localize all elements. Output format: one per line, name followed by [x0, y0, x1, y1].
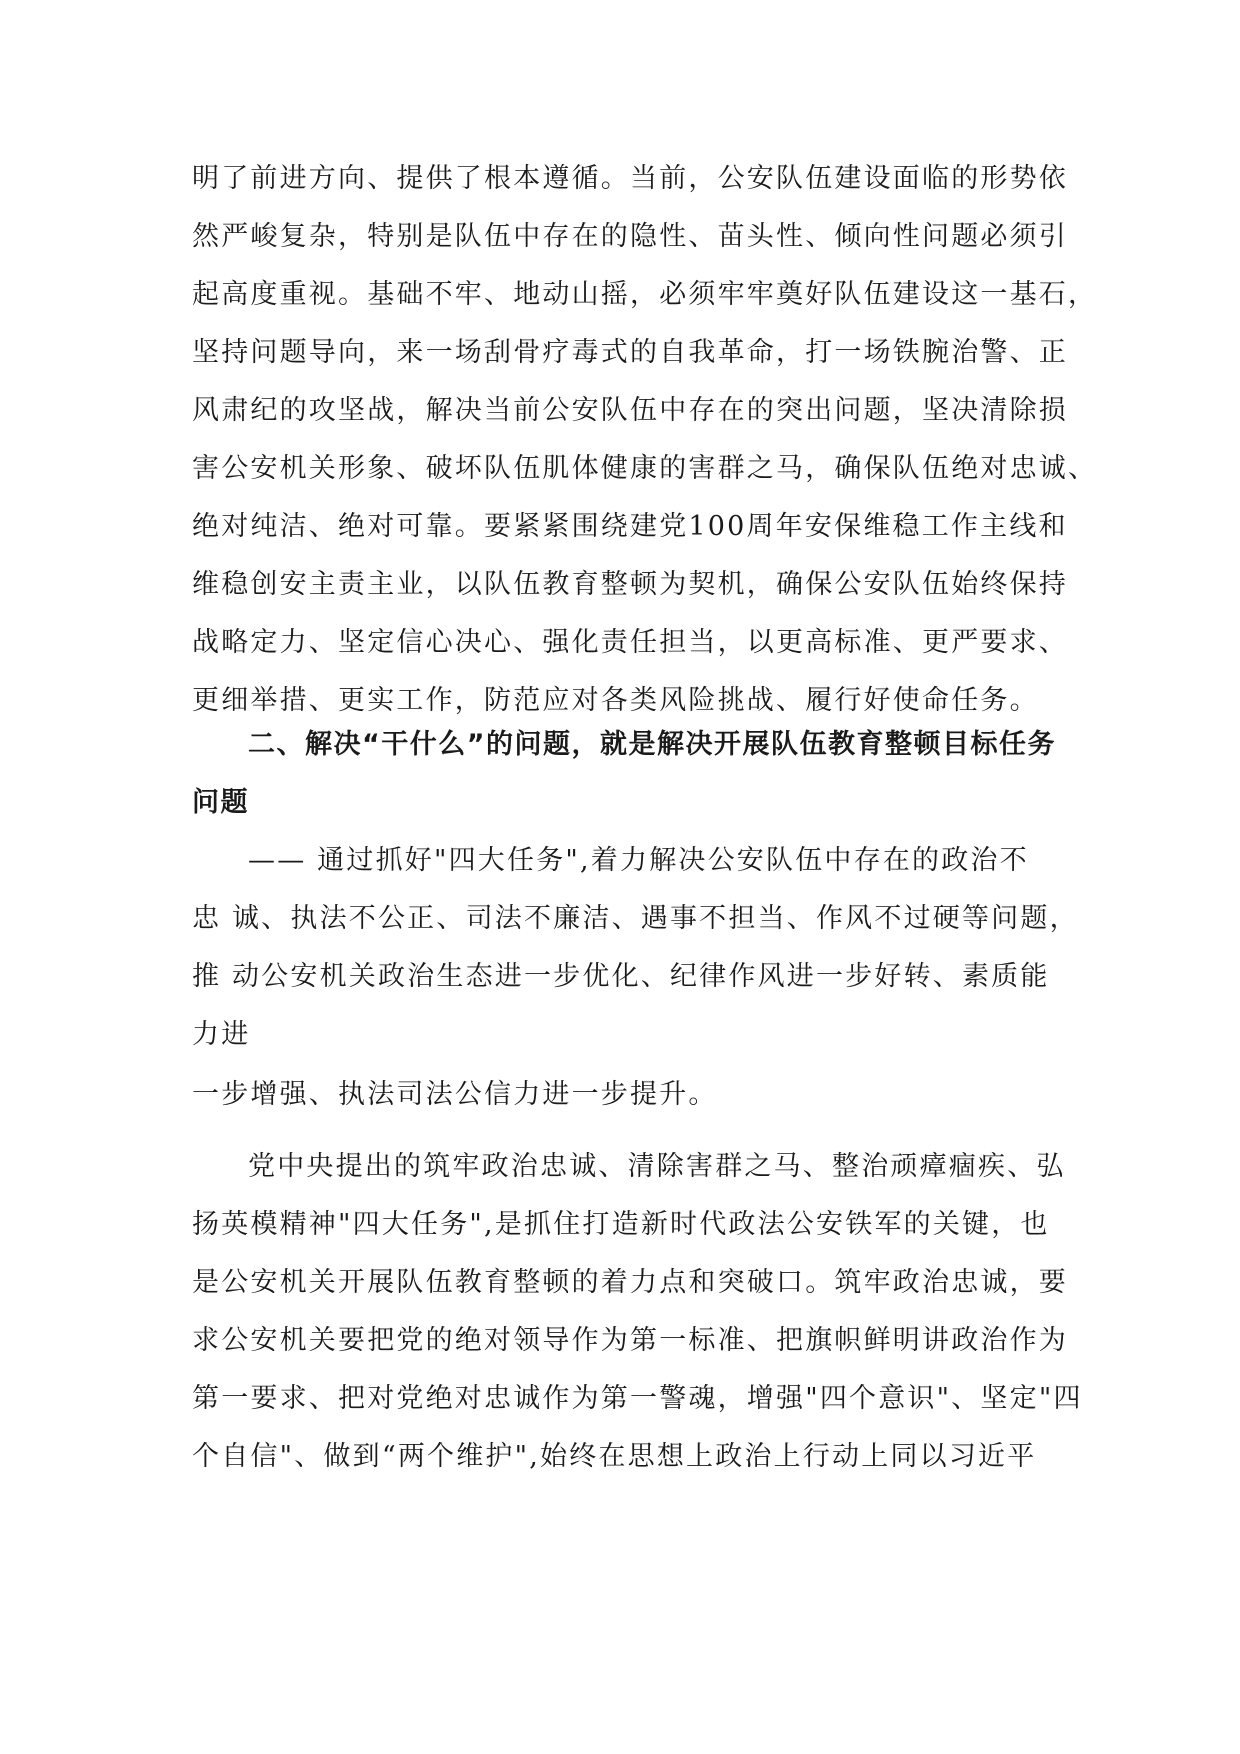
paragraph-four-tasks-goal	[192, 832, 1079, 1064]
text-line: 坚持问题导向，来一场刮骨疗毒式的自我革命，打一场铁腕治警、正	[192, 337, 1068, 368]
text-line: 求公安机关要把党的绝对领导作为第一标准、把旗帜鲜明讲政治作为	[192, 1325, 1068, 1356]
text-line: 第一要求、把对党绝对忠诚作为第一警魂，增强"四个意识"、坚定"四	[192, 1383, 1083, 1414]
text-line: 绝对纯洁、绝对可靠。要紧紧围绕建党100周年安保维稳工作主线和	[192, 511, 1068, 542]
paragraph-four-tasks-goal-continued	[192, 1066, 1064, 1124]
text-line: 风肃纪的攻坚战，解决当前公安队伍中存在的突出问题，坚决清除损	[192, 395, 1068, 426]
text-line: 力进	[192, 1019, 251, 1050]
text-line: 是公安机关开展队伍教育整顿的着力点和突破口。筑牢政治忠诚，要	[192, 1267, 1068, 1298]
text-line: 更细举措、更实工作，防范应对各类风险挑战、履行好使命任务。	[192, 685, 1039, 716]
text-line: 党中央提出的筑牢政治忠诚、清除害群之马、整治顽瘴痼疾、弘	[248, 1151, 1066, 1182]
text-line: 明了前进方向、提供了根本遵循。当前，公安队伍建设面临的形势依	[192, 163, 1068, 194]
paragraph-team-building	[192, 150, 1098, 730]
text-line: 害公安机关形象、破坏队伍肌体健康的害群之马，确保队伍绝对忠诚、	[192, 453, 1098, 484]
text-line: 扬英模精神"四大任务",是抓住打造新时代政法公安铁军的关键，也	[192, 1209, 1050, 1240]
text-line: 维稳创安主责主业，以队伍教育整顿为契机，确保公安队伍始终保持	[192, 569, 1068, 600]
text-line: 忠 诚、执法不公正、司法不廉洁、遇事不担当、作风不过硬等问题，	[192, 903, 1079, 934]
text-line: 个自信"、做到“两个维护",始终在思想上政治上行动上同以习近平	[192, 1441, 1037, 1472]
paragraph-political-loyalty	[192, 1138, 1083, 1486]
text-line: 推 动公安机关政治生态进一步优化、纪律作风进一步好转、素质能	[192, 961, 1050, 992]
text-line: 然严峻复杂，特别是队伍中存在的隐性、苗头性、倾向性问题必须引	[192, 221, 1068, 252]
heading-line: 问题	[192, 787, 249, 818]
heading-line: 二、解决“干什么”的问题，就是解决开展队伍教育整顿目标任务	[248, 729, 1056, 760]
section-heading	[192, 716, 1064, 832]
text-line: —— 通过抓好"四大任务",着力解决公安队伍中存在的政治不	[248, 845, 1029, 876]
text-line: 一步增强、执法司法公信力进一步提升。	[192, 1079, 718, 1110]
text-line: 战略定力、坚定信心决心、强化责任担当，以更高标准、更严要求、	[192, 627, 1068, 658]
text-line: 起高度重视。基础不牢、地动山摇，必须牢牢奠好队伍建设这一基石，	[192, 279, 1098, 310]
